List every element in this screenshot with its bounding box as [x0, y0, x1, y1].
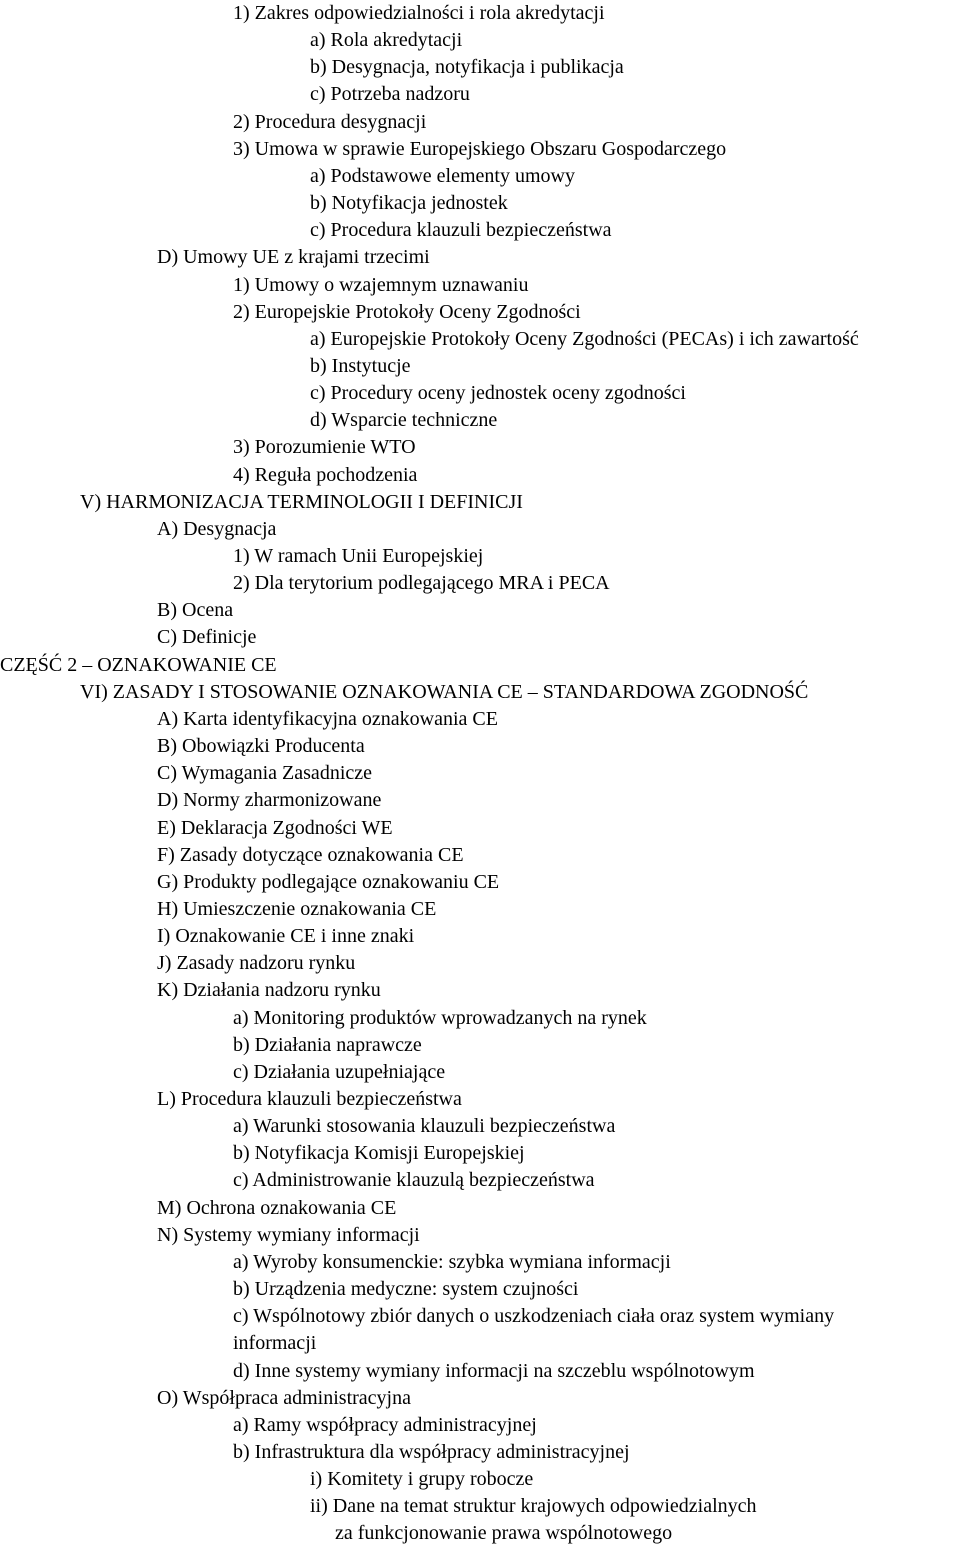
outline-entry-level-3: a) Warunki stosowania klauzuli bezpieczeństwa — [233, 1115, 616, 1138]
outline-entry-level-3: 1) W ramach Unii Europejskiej — [233, 545, 484, 567]
outline-entry-level-3: 1) Umowy o wzajemnym uznawaniu — [233, 273, 529, 296]
outline-entry-level-3: informacji — [233, 1332, 317, 1355]
outline-entry-level-2: F) Zasady dotyczące oznakowania CE — [157, 843, 464, 866]
outline-entry-level-2: L) Procedura klauzuli bezpieczeństwa — [157, 1088, 462, 1110]
outline-entry-level-3: 4) Reguła pochodzenia — [233, 463, 418, 486]
outline-entry-level-3: a) Monitoring produktów wprowadzanych na rynek — [233, 1006, 647, 1029]
outline-entry-level-2: N) Systemy wymiany informacji — [157, 1223, 420, 1246]
outline-entry-level-3: c) Administrowanie klauzulą bezpieczeństwa — [233, 1169, 595, 1192]
outline-entry-level-3: c) Wspólnotowy zbiór danych o uszkodzeniach ciała oraz system wymiany — [233, 1305, 835, 1328]
outline-entry-level-3: a) Wyroby konsumenckie: szybka wymiana informacji — [233, 1250, 671, 1273]
outline-entry-level-0: CZĘŚĆ 2 – OZNAKOWANIE CE — [0, 653, 277, 676]
outline-entry-level-2: C) Definicje — [157, 626, 257, 649]
outline-entry-level-2: M) Ochrona oznakowania CE — [157, 1196, 397, 1219]
outline-entry-level-3: 3) Umowa w sprawie Europejskiego Obszaru Gospodarczego — [233, 137, 727, 160]
outline-entry-level-2: G) Produkty podlegające oznakowaniu CE — [157, 870, 500, 893]
outline-entry-level-2: E) Deklaracja Zgodności WE — [157, 816, 393, 839]
outline-entry-level-2: I) Oznakowanie CE i inne znaki — [157, 925, 415, 948]
outline-entry-level-4: b) Notyfikacja jednostek — [310, 192, 508, 215]
outline-entry-level-3: 3) Porozumienie WTO — [233, 436, 416, 459]
outline-entry-level-3: b) Infrastruktura dla współpracy administracyjnej — [233, 1440, 630, 1463]
outline-entry-level-4: a) Europejskie Protokoły Oceny Zgodności (PECAs) i ich zawartość — [310, 327, 859, 350]
outline-entry-level-4: c) Procedura klauzuli bezpieczeństwa — [310, 219, 612, 242]
outline-entry-level-2: D) Umowy UE z krajami trzecimi — [157, 246, 430, 269]
outline-entry-level-4: i) Komitety i grupy robocze — [310, 1468, 534, 1491]
outline-entry-level-1: V) HARMONIZACJA TERMINOLOGII I DEFINICJI — [80, 490, 523, 513]
outline-entry-level-3: 1) Zakres odpowiedzialności i rola akredytacji — [233, 2, 605, 24]
outline-entry-level-5: za funkcjonowanie prawa wspólnotowego — [335, 1522, 673, 1545]
outline-entry-level-3: c) Działania uzupełniające — [233, 1060, 446, 1083]
outline-entry-level-3: 2) Dla terytorium podlegającego MRA i PECA — [233, 572, 610, 595]
outline-entry-level-3: d) Inne systemy wymiany informacji na szczeblu wspólnotowym — [233, 1359, 755, 1382]
outline-entry-level-2: B) Obowiązki Producenta — [157, 735, 365, 758]
outline-entry-level-4: ii) Dane na temat struktur krajowych odpowiedzialnych — [310, 1495, 757, 1518]
outline-entry-level-4: c) Potrzeba nadzoru — [310, 83, 470, 106]
outline-entry-level-3: 2) Procedura desygnacji — [233, 110, 427, 133]
outline-entry-level-2: C) Wymagania Zasadnicze — [157, 762, 372, 785]
outline-entry-level-4: b) Instytucje — [310, 354, 411, 377]
outline-entry-level-4: a) Podstawowe elementy umowy — [310, 164, 575, 187]
outline-entry-level-4: b) Desygnacja, notyfikacja i publikacja — [310, 56, 624, 79]
outline-entry-level-3: a) Ramy współpracy administracyjnej — [233, 1413, 537, 1436]
outline-entry-level-2: H) Umieszczenie oznakowania CE — [157, 897, 437, 920]
outline-entry-level-3: b) Działania naprawcze — [233, 1033, 422, 1056]
outline-entry-level-4: d) Wsparcie techniczne — [310, 409, 498, 432]
outline-entry-level-2: J) Zasady nadzoru rynku — [157, 952, 356, 975]
outline-entry-level-1: VI) ZASADY I STOSOWANIE OZNAKOWANIA CE – STANDARDOWA ZGODNOŚĆ — [80, 680, 809, 703]
outline-entry-level-2: A) Desygnacja — [157, 517, 277, 540]
outline-entry-level-3: b) Notyfikacja Komisji Europejskiej — [233, 1142, 525, 1165]
outline-entry-level-3: 2) Europejskie Protokoły Oceny Zgodności — [233, 300, 581, 323]
outline-entry-level-4: a) Rola akredytacji — [310, 29, 463, 52]
outline-entry-level-2: K) Działania nadzoru rynku — [157, 979, 381, 1002]
outline-entry-level-2: O) Współpraca administracyjna — [157, 1386, 411, 1409]
outline-entry-level-2: D) Normy zharmonizowane — [157, 789, 382, 812]
outline-entry-level-2: B) Ocena — [157, 599, 234, 622]
outline-entry-level-4: c) Procedury oceny jednostek oceny zgodności — [310, 382, 686, 405]
outline-entry-level-2: A) Karta identyfikacyjna oznakowania CE — [157, 707, 498, 730]
outline-entry-level-3: b) Urządzenia medyczne: system czujności — [233, 1278, 579, 1301]
